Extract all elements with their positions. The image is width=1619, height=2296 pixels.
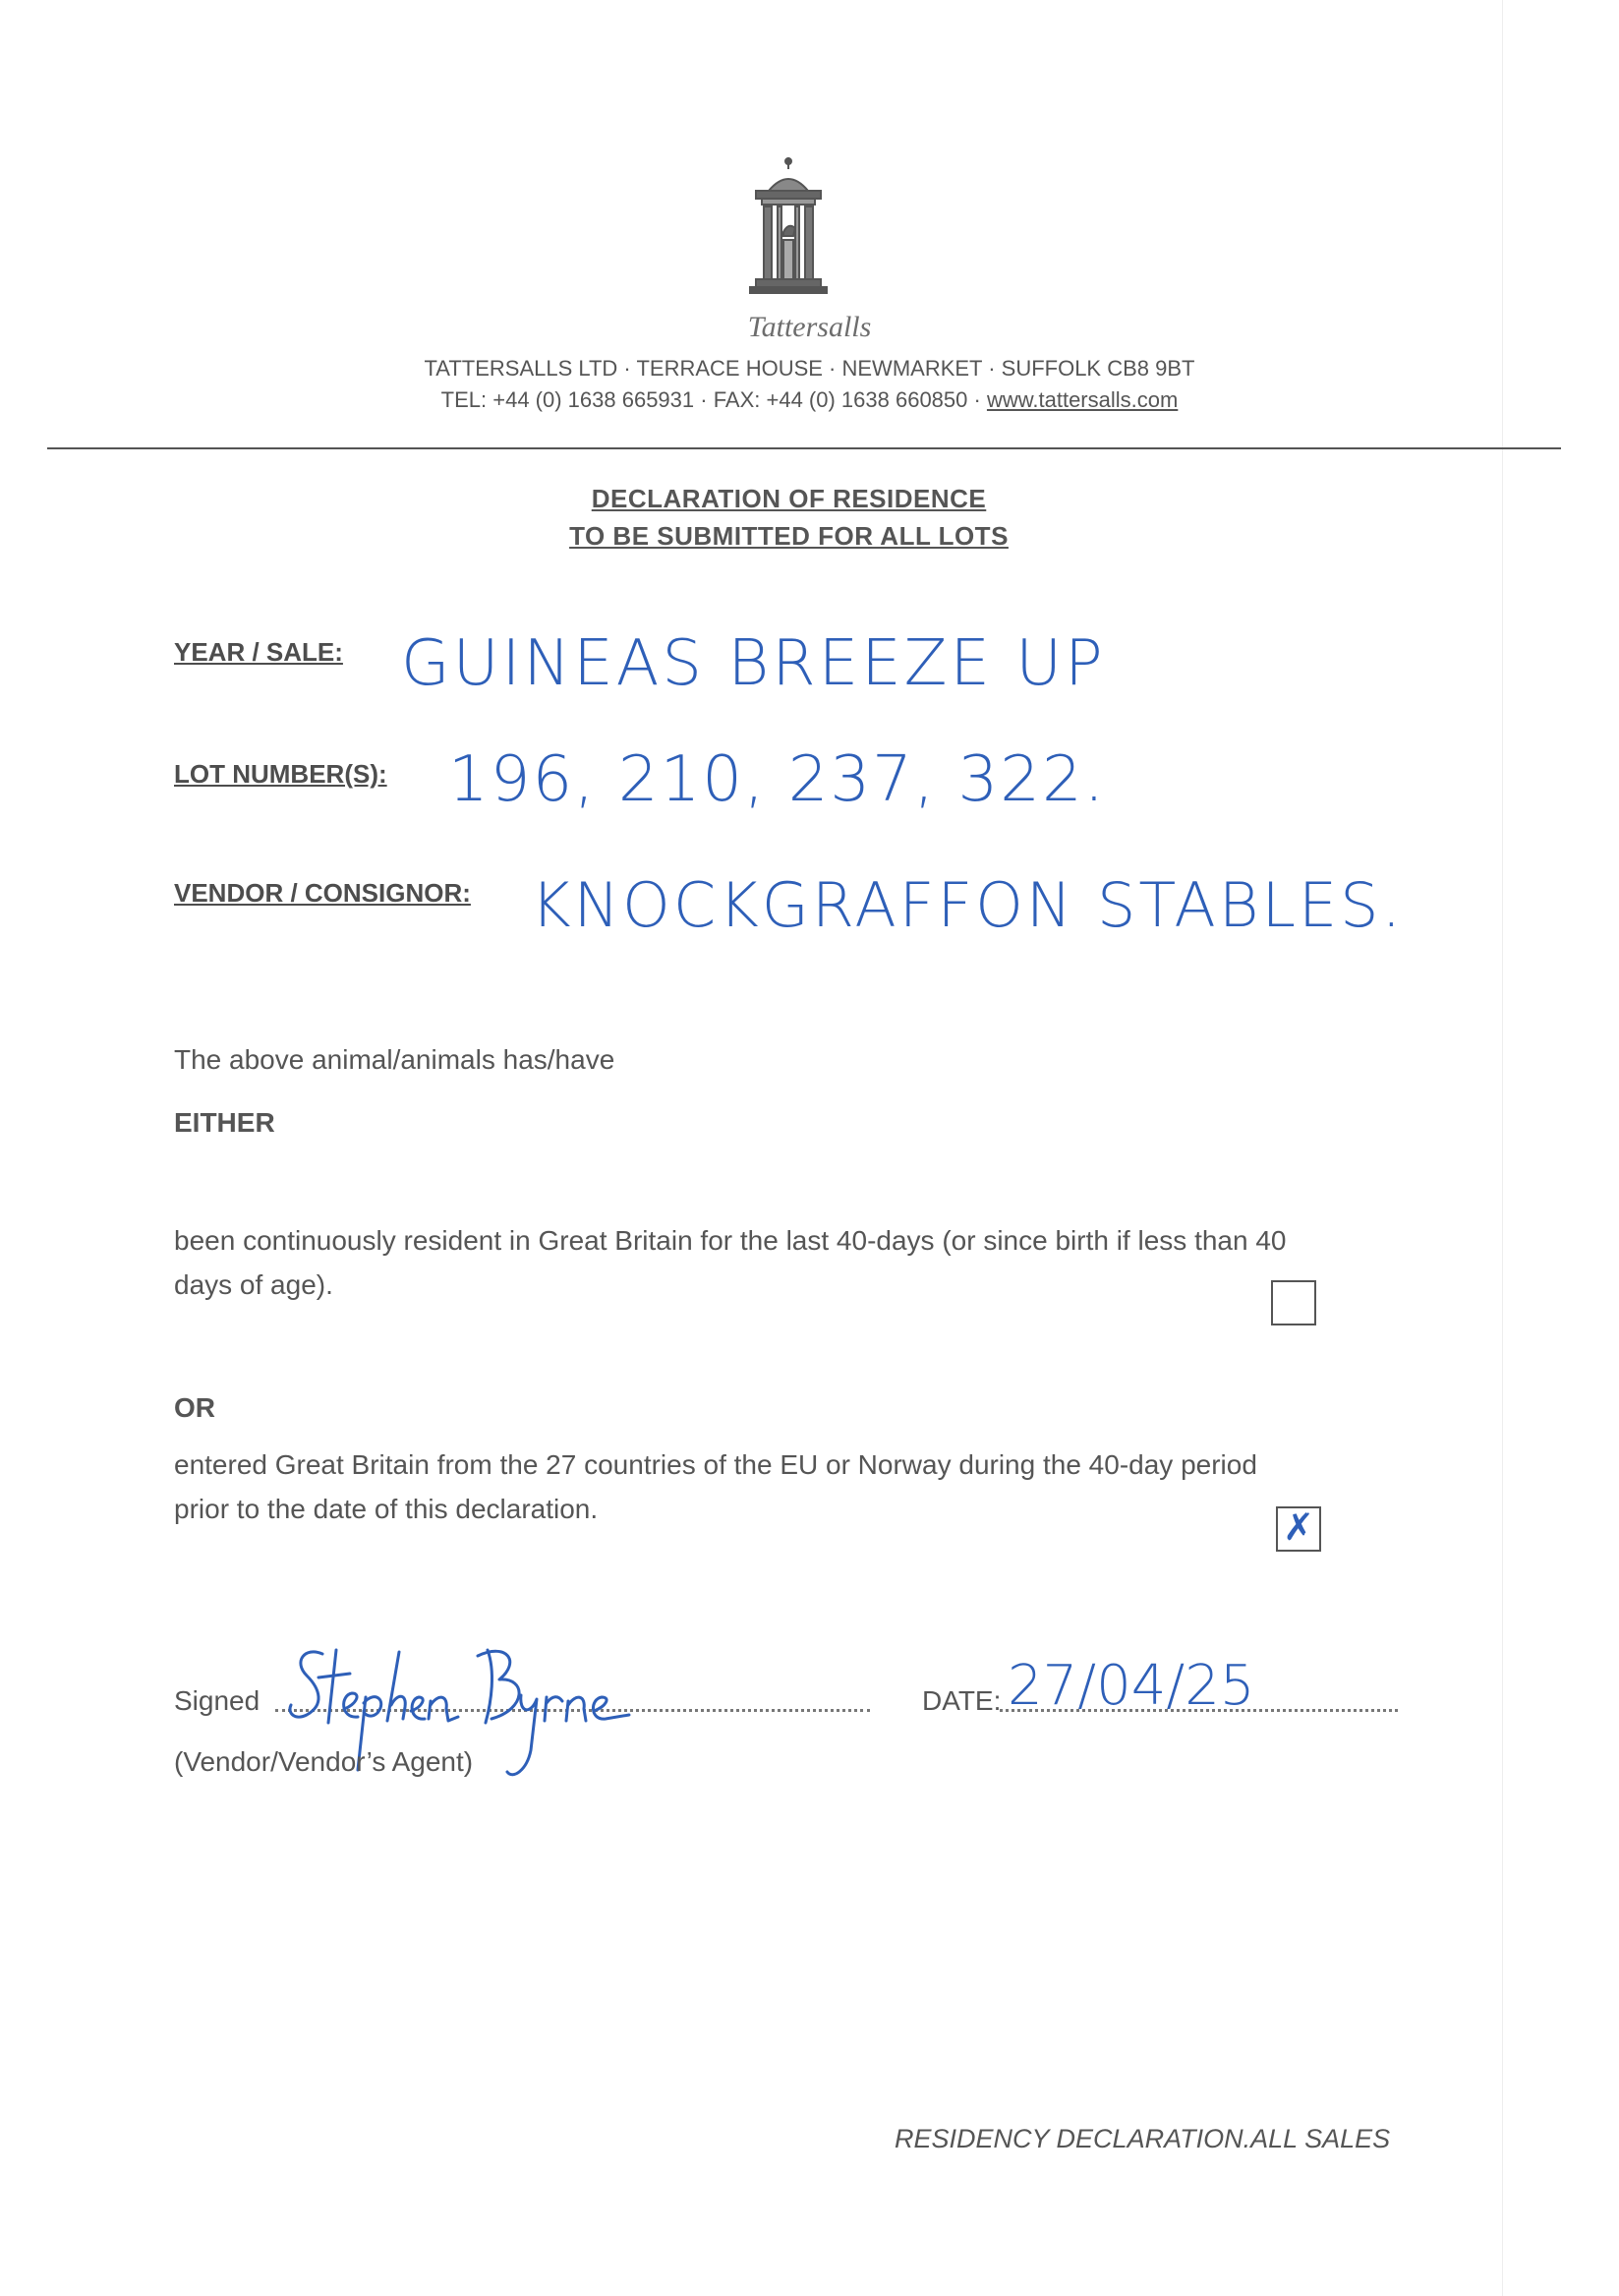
option1-checkbox[interactable] bbox=[1271, 1280, 1316, 1325]
lot-numbers-label: LOT NUMBER(S): bbox=[174, 759, 387, 789]
date-label: DATE: bbox=[922, 1685, 1002, 1716]
lot-numbers-value[interactable]: 196, 210, 237, 322. bbox=[448, 743, 1107, 816]
agent-label: (Vendor/Vendor’s Agent) bbox=[174, 1746, 474, 1777]
form-subtitle: TO BE SUBMITTED FOR ALL LOTS bbox=[569, 521, 1009, 551]
option2-check-mark: ✗ bbox=[1283, 1505, 1314, 1549]
vendor-label: VENDOR / CONSIGNOR: bbox=[174, 878, 471, 908]
year-sale-label: YEAR / SALE: bbox=[174, 637, 343, 667]
or-heading: OR bbox=[174, 1392, 215, 1423]
tattersalls-logo-icon bbox=[744, 155, 833, 303]
date-value[interactable]: 27/04/25 bbox=[1008, 1654, 1255, 1718]
option2-line1: entered Great Britain from the 27 countries of the EU or Norway during the 40-day period bbox=[174, 1449, 1257, 1480]
vendor-value[interactable]: KNOCKGRAFFON STABLES. bbox=[531, 869, 1405, 941]
website-link[interactable]: www.tattersalls.com bbox=[986, 387, 1179, 412]
contact-numbers: TEL: +44 (0) 1638 665931 · FAX: +44 (0) 1638 660850 · bbox=[440, 387, 987, 412]
option2-checkbox[interactable] bbox=[1276, 1506, 1321, 1552]
option2-line2: prior to the date of this declaration. bbox=[174, 1494, 599, 1524]
intro-text: The above animal/animals has/have bbox=[174, 1044, 615, 1075]
year-sale-value[interactable]: GUINEAS BREEZE UP bbox=[401, 627, 1106, 700]
footer-text: RESIDENCY DECLARATION.ALL SALES bbox=[895, 2124, 1391, 2153]
option1-line2: days of age). bbox=[174, 1269, 333, 1300]
signed-label: Signed bbox=[174, 1685, 260, 1716]
brand-name: Tattersalls bbox=[747, 311, 872, 343]
header-divider bbox=[47, 447, 1561, 449]
page-edge bbox=[1502, 0, 1503, 2296]
form-title: DECLARATION OF RESIDENCE bbox=[591, 484, 987, 513]
company-address: TATTERSALLS LTD · TERRACE HOUSE · NEWMARKET · SUFFOLK CB8 9BT bbox=[424, 356, 1195, 381]
option1-line1: been continuously resident in Great Britain for the last 40-days (or since birth if less than 40 bbox=[174, 1225, 1287, 1256]
either-heading: EITHER bbox=[174, 1107, 275, 1138]
company-contact bbox=[0, 387, 1619, 413]
